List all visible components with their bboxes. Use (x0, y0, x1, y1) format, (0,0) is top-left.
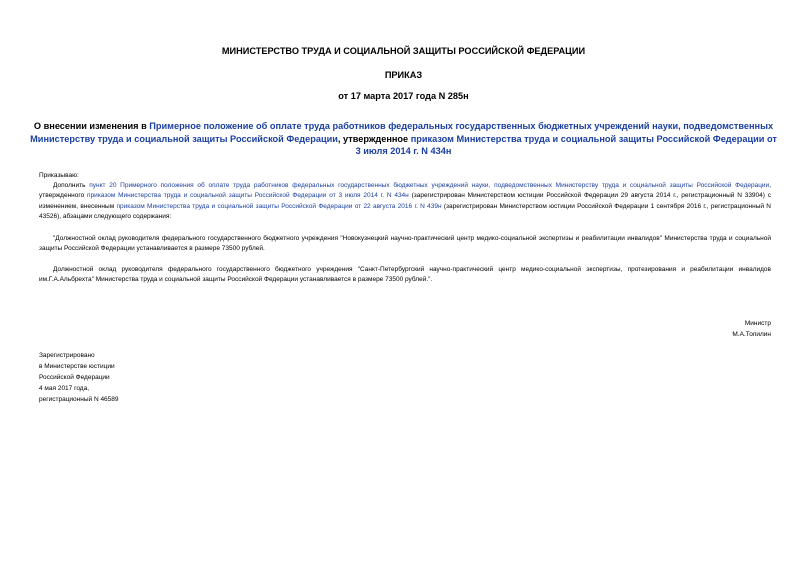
registration-line: в Министерстве юстиции (39, 363, 115, 370)
order-directive-label: Приказываю: (39, 172, 79, 179)
registration-date: 4 мая 2017 года, (39, 385, 90, 392)
registration-line: Зарегистрировано (39, 352, 95, 359)
subject-link-order[interactable]: приказом Министерства труда и социальной защиты Российской Федерации от 3 июля 2014 г. N 434н (355, 133, 777, 156)
order-title: ПРИКАЗ (384, 70, 423, 80)
para-link-point-20[interactable]: пункт 20 Примерного положения об оплате труда работников федеральных государственных бюджетных учреждений науки, подведомственных Министерству труда и социальной защиты Российской Федерации (89, 182, 770, 189)
para-link-order-439n[interactable]: приказом Министерства труда и социальной защиты Российской Федерации от 22 августа 2016 г. N 439н (116, 202, 442, 210)
subject-prefix: О внесении изменения в (33, 121, 150, 131)
subject-middle: , утвержденное (337, 133, 411, 144)
order-date: от 17 марта 2017 года N 285н (338, 91, 469, 101)
signatory-name: М.А.Топилин (732, 331, 771, 338)
para-text: , утвержденного (39, 182, 771, 200)
registration-number: регистрационный N 46589 (39, 396, 119, 403)
quoted-paragraph-novokuznetsk: "Должностной оклад руководителя федерального государственного бюджетного учреждения "Новокузнецкий научно-практический центр медико-социальной экспертизы и реабилитации инвалидов" Министерства труда и социальной защиты Российской Федерации устанавливается в размере 73500 рублей. (39, 235, 771, 253)
para-text: Дополнить (53, 182, 90, 189)
signatory-role: Министр (744, 320, 771, 327)
ministry-heading: МИНИСТЕРСТВО ТРУДА И СОЦИАЛЬНОЙ ЗАЩИТЫ РОССИЙСКОЙ ФЕДЕРАЦИИ (221, 46, 586, 56)
para-text: (зарегистрирован Министерством юстиции Российской Федерации 1 сентября 2016 г., регистрационный N 43526), абзацами следующего содержания: (39, 202, 771, 221)
quoted-paragraph-spb: Должностной оклад руководителя федерального государственного бюджетного учреждения "Санкт-Петербургский научно-практический центр медико-социальной экспертизы, протезирования и реабилитации инвалидов им.Г.А.Альбрехта" Министерства труда и социальной защиты Российской Федерации устанавливается в размере 73500 рублей.". (39, 266, 771, 284)
signature-block (732, 318, 771, 340)
para-link-order-434n[interactable]: приказом Министерства труда и социальной защиты Российской Федерации от 3 июля 2014 г. N 434н (87, 192, 409, 200)
registration-block (39, 350, 119, 405)
para-text: (зарегистрирован Министерством юстиции Российской Федерации 29 августа 2014 г., регистрационный N 33904) с изменением, внесенным (39, 192, 771, 210)
subject-link-regulation[interactable]: Примерное положение об оплате труда работников федеральных государственных бюджетных учреждений науки, подведомственных Министерству труда и социальной защиты Российской Федерации (30, 121, 774, 144)
order-paragraph (39, 181, 771, 223)
order-subject (30, 120, 777, 158)
registration-line: Российской Федерации (39, 374, 110, 381)
